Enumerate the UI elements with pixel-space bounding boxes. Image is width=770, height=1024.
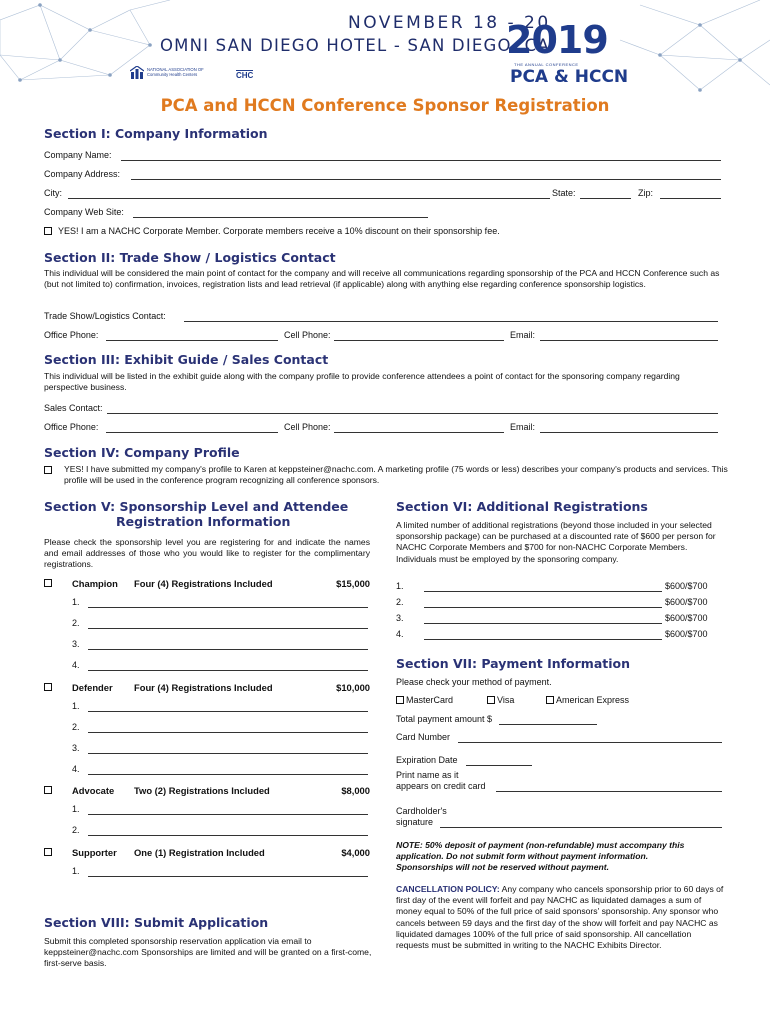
attendee-field[interactable]	[88, 753, 368, 754]
company-address-field[interactable]	[131, 179, 721, 180]
attendee-field[interactable]	[88, 711, 368, 712]
company-address-label: Company Address:	[44, 169, 121, 179]
logistics-contact-label: Trade Show/Logistics Contact:	[44, 311, 166, 321]
sales-cell-field[interactable]	[334, 432, 504, 433]
attendee-number: 4.	[72, 764, 80, 774]
section-5-description: Please check the sponsorship level you are registering for and indicate the names and email addresses of those who you would like to register for the complimentary registrations.	[44, 537, 370, 570]
attendee-field[interactable]	[88, 628, 368, 629]
amex-label: American Express	[556, 695, 630, 705]
section-8-description: Submit this completed sponsorship reservation application via email to keppsteiner@nachc.com Sponsorships are limited and will be granted on a first-come, first-serve basis.	[44, 936, 372, 969]
section-2-description: This individual will be considered the main point of contact for the company and will receive all communications regarding sponsorship of the PCA and HCCN Conference such as (but not limited to) confirmation, invoices, registration lists and lead retrieval (if applicable) along with anything else regarding conference sponsorship logistics.	[44, 268, 720, 290]
attendee-field[interactable]	[88, 607, 368, 608]
tier-name: Defender	[72, 682, 113, 693]
attendee-field[interactable]	[88, 732, 368, 733]
tier-name: Champion	[72, 578, 118, 589]
sales-email-label: Email:	[510, 422, 536, 432]
state-field[interactable]	[580, 198, 631, 199]
section-6-description: A limited number of additional registrations (beyond those included in your selected sponsorship package) can be purchased at a discounted rate of $600 per person for NACHC Corporate Members and $700 for non-NACHC Corporate Members. Individuals must be employed by the sponsoring company.	[396, 520, 716, 564]
section-8-heading: Section VIII: Submit Application	[44, 915, 269, 930]
page-title: PCA and HCCN Conference Sponsor Registration	[160, 96, 610, 115]
section-4-heading: Section IV: Company Profile	[44, 445, 240, 460]
tier-price: $8,000	[341, 785, 370, 796]
sales-cell-label: Cell Phone:	[284, 422, 331, 432]
expiration-label: Expiration Date	[396, 755, 458, 765]
profile-check-text: YES! I have submitted my company's profile to Karen at keppsteiner@nachc.com. A marketing profile (75 words or less) describes your company's products and services. This profile will be used in the conference program recognizing all conference sponsors.	[64, 464, 728, 486]
section-1-heading: Section I: Company Information	[44, 126, 268, 141]
additional-number: 2.	[396, 597, 404, 607]
attendee-field[interactable]	[88, 876, 368, 877]
tier-price: $10,000	[336, 682, 370, 693]
checkbox-icon[interactable]	[44, 683, 52, 691]
tier-description: Four (4) Registrations Included	[134, 578, 273, 589]
section-5-heading	[44, 499, 348, 529]
conference-logo	[506, 18, 629, 95]
state-label: State:	[552, 188, 576, 198]
nachc-member-text: YES! I am a NACHC Corporate Member. Corporate members receive a 10% discount on their sponsorship fee.	[58, 226, 500, 236]
additional-field[interactable]	[424, 607, 662, 608]
attendee-number: 2.	[72, 825, 80, 835]
checkbox-icon[interactable]	[396, 696, 404, 704]
attendee-field[interactable]	[88, 814, 368, 815]
attendee-number: 1.	[72, 866, 80, 876]
attendee-number: 1.	[72, 804, 80, 814]
checkbox-icon[interactable]	[546, 696, 554, 704]
company-name-label: Company Name:	[44, 150, 112, 160]
additional-price: $600/$700	[665, 581, 708, 591]
company-name-field[interactable]	[121, 160, 721, 161]
signature-label-line1: Cardholder's	[396, 806, 447, 816]
logo-small-text: THE ANNUAL CONFERENCE	[514, 62, 579, 67]
website-label: Company Web Site:	[44, 207, 124, 217]
attendee-number: 2.	[72, 618, 80, 628]
nachc-logo-icon	[130, 66, 144, 80]
additional-field[interactable]	[424, 623, 662, 624]
profile-checkbox-row[interactable]	[44, 464, 729, 486]
attendee-number: 3.	[72, 743, 80, 753]
nachc-member-checkbox-row[interactable]	[44, 226, 500, 236]
tier-name: Advocate	[72, 785, 115, 796]
additional-price: $600/$700	[665, 629, 708, 639]
checkbox-icon[interactable]	[44, 227, 52, 235]
zip-field[interactable]	[660, 198, 721, 199]
signature-label	[396, 806, 447, 828]
checkbox-icon[interactable]	[44, 579, 52, 587]
section-7-heading: Section VII: Payment Information	[396, 656, 631, 671]
visa-label: Visa	[497, 695, 515, 705]
tier-price: $4,000	[341, 847, 370, 858]
attendee-number: 2.	[72, 722, 80, 732]
attendee-field[interactable]	[88, 649, 368, 650]
cancellation-policy	[396, 884, 724, 951]
attendee-number: 1.	[72, 701, 80, 711]
chc-logo: CHC	[236, 71, 254, 80]
tier-description: One (1) Registration Included	[134, 847, 265, 858]
section-2-heading: Section II: Trade Show / Logistics Contact	[44, 250, 336, 265]
expiration-field[interactable]	[466, 765, 532, 766]
signature-field[interactable]	[440, 827, 722, 828]
sales-office-label: Office Phone:	[44, 422, 99, 432]
amex-option[interactable]	[546, 695, 629, 705]
section-5-heading-line2: Registration Information	[116, 514, 291, 529]
checkbox-icon[interactable]	[44, 786, 52, 794]
print-name-field[interactable]	[496, 791, 722, 792]
attendee-field[interactable]	[88, 835, 368, 836]
checkbox-icon[interactable]	[487, 696, 495, 704]
additional-field[interactable]	[424, 591, 662, 592]
print-name-label	[396, 770, 486, 792]
logo-year: 2019	[506, 18, 608, 62]
checkbox-icon[interactable]	[44, 848, 52, 856]
section-5-heading-line1: Section V: Sponsorship Level and Attendee	[44, 499, 349, 514]
nachc-logo-text: NATIONAL ASSOCIATION OF Community Health Centers	[147, 67, 204, 77]
attendee-field[interactable]	[88, 670, 368, 671]
city-field[interactable]	[68, 198, 550, 199]
mastercard-option[interactable]	[396, 695, 453, 705]
sales-contact-field[interactable]	[107, 413, 718, 414]
section-3-heading: Section III: Exhibit Guide / Sales Contact	[44, 352, 329, 367]
attendee-number: 4.	[72, 660, 80, 670]
card-number-label: Card Number	[396, 732, 451, 742]
signature-label-line2: signature	[396, 817, 434, 827]
total-label: Total payment amount $	[396, 714, 493, 724]
cancellation-text: Any company who cancels sponsorship prior to 60 days of first day of the event will forfeit and pay NACHC as liquidated damages a sum of money equal to 50% of the full price of said sponsors' sponsorship. Any sponsor who cancels between 59 days and the first day of the show will forfeit and pay NACHC as liquidated damages 100% of the full price of said sponsorship. All cancellation requests must be submitted in writing to the NACHC Exhibits Director.	[396, 884, 724, 951]
cancellation-label: CANCELLATION POLICY:	[396, 884, 500, 894]
tier-description: Two (2) Registrations Included	[134, 785, 270, 796]
event-venue: OMNI SAN DIEGO HOTEL - SAN DIEGO, CA	[160, 36, 550, 55]
additional-number: 1.	[396, 581, 404, 591]
additional-price: $600/$700	[665, 597, 708, 607]
logistics-email-field[interactable]	[540, 340, 718, 341]
logo-name: PCA & HCCN	[510, 67, 629, 87]
attendee-field[interactable]	[88, 774, 368, 775]
nachc-logo	[130, 64, 230, 84]
logistics-office-field[interactable]	[106, 340, 278, 341]
visa-option[interactable]	[487, 695, 514, 705]
print-name-label-line2: appears on credit card	[396, 781, 486, 791]
section-3-description: This individual will be listed in the exhibit guide along with the company profile to provide conference attendees a point of contact for the sponsoring company regarding perspective business.	[44, 371, 680, 393]
attendee-number: 1.	[72, 597, 80, 607]
payment-intro: Please check your method of payment.	[396, 677, 552, 687]
event-dates: NOVEMBER 18 - 20	[348, 13, 551, 33]
tier-description: Four (4) Registrations Included	[134, 682, 273, 693]
additional-number: 4.	[396, 629, 404, 639]
payment-note: NOTE: 50% deposit of payment (non-refundable) must accompany this application. Do not submit form without payment information. Sponsorships will not be reserved without payment.	[396, 840, 685, 873]
section-6-heading: Section VI: Additional Registrations	[396, 499, 648, 514]
logistics-contact-field[interactable]	[184, 321, 718, 322]
checkbox-icon[interactable]	[44, 466, 52, 474]
website-field[interactable]	[133, 217, 428, 218]
total-field[interactable]	[499, 724, 597, 725]
mastercard-label: MasterCard	[406, 695, 454, 705]
logistics-email-label: Email:	[510, 330, 536, 340]
zip-label: Zip:	[638, 188, 654, 198]
tier-name: Supporter	[72, 847, 117, 858]
additional-field[interactable]	[424, 639, 662, 640]
print-name-label-line1: Print name as it	[396, 770, 459, 780]
sales-email-field[interactable]	[540, 432, 718, 433]
card-number-field[interactable]	[458, 742, 722, 743]
sales-office-field[interactable]	[106, 432, 278, 433]
additional-number: 3.	[396, 613, 404, 623]
tier-price: $15,000	[336, 578, 370, 589]
logistics-cell-field[interactable]	[334, 340, 504, 341]
additional-price: $600/$700	[665, 613, 708, 623]
city-label: City:	[44, 188, 62, 198]
attendee-number: 3.	[72, 639, 80, 649]
logistics-cell-label: Cell Phone:	[284, 330, 331, 340]
sales-contact-label: Sales Contact:	[44, 403, 103, 413]
logistics-office-label: Office Phone:	[44, 330, 99, 340]
